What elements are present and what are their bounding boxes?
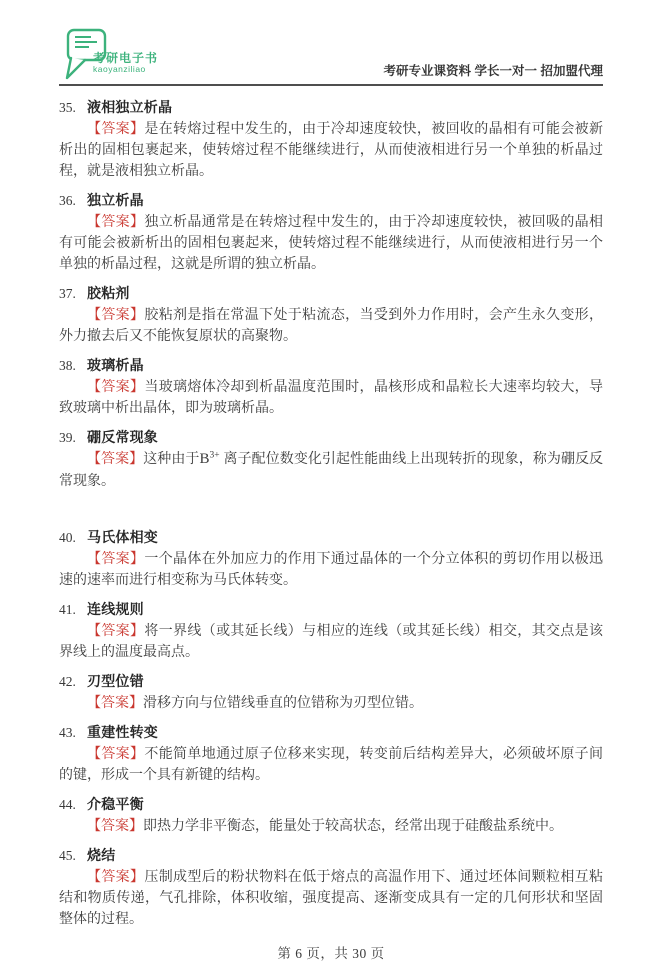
answer-text: 一个晶体在外加应力的作用下通过晶体的一个分立体积的剪切作用以极迅速的速率而进行相变称为马氏体转变。 (59, 550, 604, 587)
answer-label: 【答案】 (87, 213, 145, 229)
item-title-row (59, 283, 603, 304)
logo-subtitle: kaoyanziliao (93, 63, 146, 74)
qa-item (59, 355, 603, 418)
answer-label: 【答案】 (87, 378, 145, 394)
item-answer (59, 211, 603, 274)
item-answer (59, 448, 603, 491)
item-answer (59, 118, 603, 181)
item-number: 42. (59, 674, 76, 689)
item-title-row (59, 527, 603, 548)
item-number: 37. (59, 286, 76, 301)
item-answer (59, 815, 603, 836)
answer-text: 压制成型后的粉状物料在低于熔点的高温作用下、通过坯体间颗粒相互粘结和物质传递，气孔排除，体积收缩，强度提高、逐渐变成具有一定的几何形状和坚固整体的过程。 (59, 868, 604, 926)
answer-text: 滑移方向与位错线垂直的位错称为刃型位错。 (143, 694, 423, 710)
qa-item (59, 97, 603, 181)
item-term: 硼反常现象 (87, 429, 158, 445)
answer-label: 【答案】 (87, 817, 143, 833)
item-title-row (59, 722, 603, 743)
answer-text: 是在转熔过程中发生的，由于冷却速度较快，被回收的晶相有可能会被新析出的固相包裹起来，使转熔过程不能继续进行，从而使液相进行另一个单独的析晶过程，就是液相独立析晶。 (59, 120, 604, 178)
answer-label: 【答案】 (87, 450, 144, 466)
qa-item (59, 599, 603, 662)
item-title-row (59, 97, 603, 118)
item-answer (59, 692, 603, 713)
answer-text: 胶粘剂是指在常温下处于粘流态，当受到外力作用时，会产生永久变形，外力撤去后又不能恢复原状的高聚物。 (59, 306, 604, 343)
item-title-row (59, 599, 603, 620)
qa-list (59, 86, 603, 929)
item-term: 玻璃析晶 (87, 357, 144, 373)
item-title-row (59, 190, 603, 211)
qa-item (59, 794, 603, 836)
answer-label: 【答案】 (87, 694, 143, 710)
answer-text: 离子配位数变化引起性能曲线上出现转折的现象，称为硼反反常现象。 (59, 450, 604, 488)
item-term: 胶粘剂 (87, 285, 130, 301)
qa-item (59, 527, 603, 590)
item-term: 液相独立析晶 (87, 99, 173, 115)
qa-item (59, 671, 603, 713)
item-answer (59, 304, 603, 346)
answer-label: 【答案】 (87, 550, 145, 566)
item-title-row (59, 671, 603, 692)
item-number: 44. (59, 797, 76, 812)
logo-title: 考研电子书 (93, 51, 159, 65)
qa-item (59, 190, 603, 274)
item-number: 40. (59, 530, 76, 545)
answer-text: B (199, 451, 210, 467)
answer-text: 当玻璃熔体冷却到析晶温度范围时，晶核形成和晶粒长大速率均较大，导致玻璃中析出晶体，即为玻璃析晶。 (59, 378, 604, 415)
item-term: 独立析晶 (87, 192, 144, 208)
item-term: 烧结 (87, 847, 116, 863)
item-number: 38. (59, 358, 76, 373)
answer-text: 3+ (209, 450, 220, 461)
item-answer (59, 548, 603, 590)
answer-text: 将一界线（或其延长线）与相应的连线（或其延长线）相交，其交点是该界线上的温度最高点。 (59, 622, 604, 659)
answer-text: 即热力学非平衡态，能量处于较高状态，经常出现于硅酸盐系统中。 (143, 817, 563, 833)
item-title-row (59, 355, 603, 376)
item-answer (59, 376, 603, 418)
item-number: 39. (59, 430, 76, 445)
answer-text: 独立析晶通常是在转熔过程中发生的，由于冷却速度较快，被回吸的晶相有可能会被新析出的固相包裹起来，使转熔过程不能继续进行，从而使液相进行另一个单独的析晶过程，这就是所谓的独立析晶。 (59, 213, 604, 271)
brand-logo (59, 28, 209, 82)
logo-text (93, 52, 158, 74)
answer-label: 【答案】 (87, 745, 145, 761)
header-tagline: 考研专业课资料 学长一对一 招加盟代理 (383, 64, 603, 78)
item-term: 介稳平衡 (87, 796, 144, 812)
item-title-row (59, 794, 603, 815)
answer-label: 【答案】 (87, 868, 145, 884)
page-header (59, 28, 603, 82)
item-title-row (59, 845, 603, 866)
item-title-row (59, 427, 603, 448)
item-term: 马氏体相变 (87, 529, 158, 545)
qa-item (59, 722, 603, 785)
qa-item (59, 427, 603, 491)
item-number: 45. (59, 848, 76, 863)
answer-text: 这种由于 (143, 450, 200, 466)
page-number: 第 6 页，共 30 页 (277, 946, 385, 961)
item-answer (59, 620, 603, 662)
qa-item (59, 845, 603, 929)
item-answer (59, 866, 603, 929)
item-number: 35. (59, 100, 76, 115)
item-term: 连线规则 (87, 601, 144, 617)
answer-label: 【答案】 (87, 120, 145, 136)
answer-text: 不能简单地通过原子位移来实现，转变前后结构差异大，必须破坏原子间的键，形成一个具有新键的结构。 (59, 745, 604, 782)
qa-item (59, 283, 603, 346)
item-answer (59, 743, 603, 785)
item-number: 36. (59, 193, 76, 208)
answer-label: 【答案】 (87, 306, 145, 322)
page-footer (59, 942, 603, 962)
item-term: 重建性转变 (87, 724, 158, 740)
item-term: 刃型位错 (87, 673, 144, 689)
item-number: 43. (59, 725, 76, 740)
item-number: 41. (59, 602, 76, 617)
answer-label: 【答案】 (87, 622, 145, 638)
